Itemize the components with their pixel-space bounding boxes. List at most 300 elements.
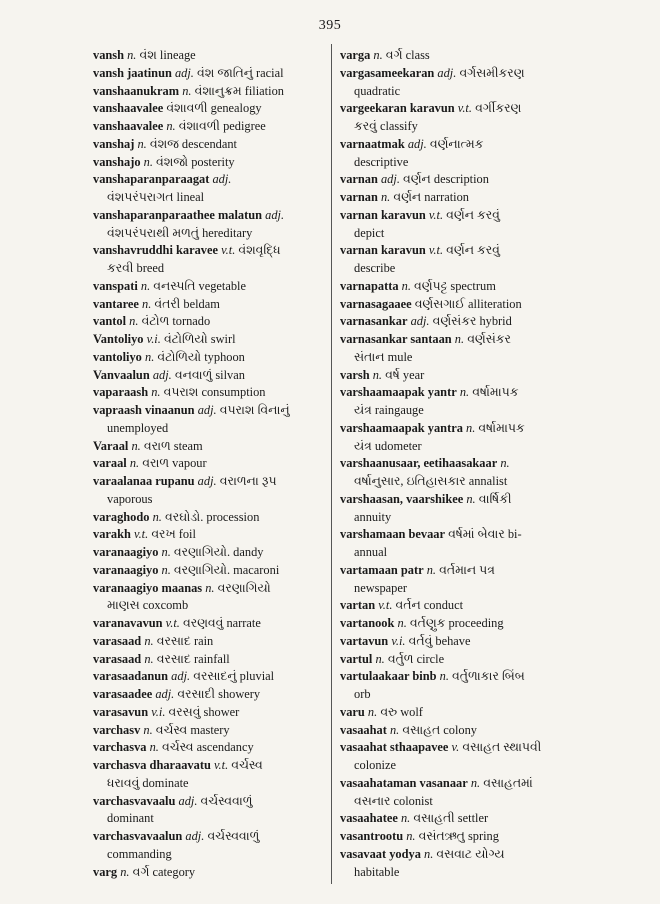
entry-definition: વર્ષામાપક bbox=[478, 420, 525, 435]
entry-definition: વર્તુળ circle bbox=[387, 651, 445, 666]
entry-headword: vasaahatee bbox=[340, 811, 398, 826]
entry-headword: varanaagiyo bbox=[93, 562, 159, 577]
dictionary-entry bbox=[93, 739, 322, 757]
entry-line bbox=[340, 633, 570, 651]
entry-line bbox=[340, 384, 570, 402]
entry-definition: habitable bbox=[354, 864, 400, 879]
entry-line bbox=[93, 47, 322, 65]
entry-headword: varnan bbox=[340, 172, 378, 187]
entry-line bbox=[93, 455, 322, 473]
entry-definition: વરણાગિયો. macaroni bbox=[173, 562, 280, 577]
entry-headword: varshaamaapak yantra bbox=[340, 420, 463, 435]
entry-headword: vansh bbox=[93, 48, 124, 62]
entry-headword: varshaasan, vaarshikee bbox=[340, 491, 464, 506]
entry-line bbox=[340, 651, 570, 669]
entry-headword: varnan karavun bbox=[340, 207, 426, 222]
entry-part-of-speech: v.t. bbox=[165, 616, 180, 630]
entry-headword: varchasva dharaavatu bbox=[93, 758, 211, 772]
entry-part-of-speech: adj. bbox=[155, 687, 175, 701]
entry-definition: વર્ષામાપક bbox=[472, 385, 519, 400]
entry-continuation bbox=[93, 491, 322, 509]
entry-definition: વરખ foil bbox=[151, 527, 196, 542]
entry-definition: વરણવવું narrate bbox=[182, 616, 261, 630]
dictionary-entry bbox=[93, 136, 322, 154]
entry-definition: depict bbox=[354, 225, 385, 240]
entry-part-of-speech: n. bbox=[401, 278, 411, 293]
entry-definition: વર્ણન કરવું bbox=[446, 243, 500, 258]
entry-headword: vartulaakaar binb bbox=[340, 669, 437, 684]
entry-headword: varnasankar santaan bbox=[340, 332, 452, 346]
entry-continuation bbox=[340, 402, 570, 420]
entry-part-of-speech: adj. bbox=[197, 474, 217, 488]
entry-line bbox=[340, 615, 570, 633]
entry-headword: varnan bbox=[340, 190, 378, 204]
entry-definition: વંટોળિયો swirl bbox=[163, 332, 236, 346]
entry-definition: સંતાન mule bbox=[354, 349, 413, 364]
entry-line bbox=[93, 757, 322, 775]
entry-definition: વર્ષ year bbox=[385, 367, 425, 382]
entry-definition: વર્ચસ્વ bbox=[231, 758, 263, 772]
entry-line bbox=[340, 189, 570, 207]
entry-line bbox=[340, 296, 570, 314]
dictionary-entry bbox=[93, 65, 322, 83]
dictionary-entry bbox=[93, 633, 322, 651]
entry-headword: varnasagaaee bbox=[340, 296, 412, 311]
dictionary-entry bbox=[340, 100, 570, 136]
entry-continuation bbox=[340, 864, 570, 882]
entry-headword: varanaagiyo maanas bbox=[93, 580, 203, 595]
entry-headword: varaal bbox=[93, 456, 127, 471]
entry-headword: vargasameekaran bbox=[340, 65, 435, 80]
entry-part-of-speech: n. bbox=[375, 651, 385, 666]
dictionary-entry bbox=[340, 597, 570, 615]
dictionary-entry bbox=[340, 47, 570, 65]
entry-line bbox=[93, 544, 322, 562]
entry-headword: vartan bbox=[340, 598, 376, 613]
entry-headword: varasaad bbox=[93, 633, 142, 648]
entry-part-of-speech: adj. bbox=[152, 367, 172, 382]
entry-line bbox=[93, 384, 322, 402]
dictionary-entry bbox=[93, 509, 322, 527]
entry-line bbox=[93, 722, 322, 740]
entry-definition: વરસાદી showery bbox=[177, 687, 261, 701]
dictionary-entry bbox=[340, 562, 570, 598]
dictionary-entry bbox=[340, 668, 570, 704]
dictionary-entry bbox=[93, 455, 322, 473]
entry-line bbox=[93, 828, 322, 846]
entry-part-of-speech: v.t. bbox=[213, 758, 229, 772]
entry-definition: વર્ષાનુસાર, ઇતિહાસકાર annalist bbox=[354, 474, 508, 488]
entry-line bbox=[93, 864, 322, 882]
entry-part-of-speech: n. bbox=[151, 385, 161, 400]
dictionary-entry bbox=[93, 793, 322, 829]
entry-headword: vantaree bbox=[93, 296, 139, 311]
entry-headword: vasaahat bbox=[340, 722, 387, 737]
entry-continuation bbox=[340, 757, 570, 775]
entry-headword: vantoliyo bbox=[93, 349, 142, 364]
entry-headword: varaalanaa rupanu bbox=[93, 474, 195, 488]
entry-continuation bbox=[93, 775, 322, 793]
entry-part-of-speech: n. bbox=[152, 509, 162, 524]
entry-part-of-speech: adj. bbox=[265, 207, 285, 222]
entry-definition: વરસવું shower bbox=[168, 704, 240, 719]
entry-line bbox=[340, 313, 570, 331]
entry-part-of-speech: n. bbox=[143, 722, 153, 737]
entry-headword: varchasvavaalu bbox=[93, 793, 176, 808]
entry-definition: વપરાશ વિનાનું bbox=[219, 403, 290, 417]
dictionary-entry bbox=[340, 242, 570, 278]
dictionary-entry bbox=[340, 828, 570, 846]
entry-line bbox=[93, 402, 322, 420]
dictionary-entry bbox=[93, 828, 322, 864]
entry-line bbox=[93, 793, 322, 811]
entry-headword: varchasvavaalun bbox=[93, 829, 183, 843]
entry-part-of-speech: n. bbox=[144, 651, 154, 666]
entry-line bbox=[93, 526, 322, 544]
entry-definition: વસાહત સ્થાપવી bbox=[462, 740, 542, 755]
dictionary-entry bbox=[93, 580, 322, 616]
entry-definition: વનસ્પતિ vegetable bbox=[153, 278, 246, 293]
entry-part-of-speech: n. bbox=[426, 562, 437, 577]
left-column bbox=[93, 47, 322, 881]
entry-line bbox=[93, 580, 322, 598]
dictionary-entry bbox=[340, 420, 570, 456]
entry-part-of-speech: adj. bbox=[380, 172, 400, 187]
dictionary-entry bbox=[93, 118, 322, 136]
entry-line bbox=[93, 65, 322, 83]
entry-line bbox=[93, 207, 322, 225]
entry-line bbox=[93, 100, 322, 118]
entry-part-of-speech: n. bbox=[137, 136, 147, 151]
entry-definition: વર્ષમાં બેવાર bi- bbox=[448, 527, 522, 542]
entry-line bbox=[93, 296, 322, 314]
entry-definition: વંશાનુક્રમ filiation bbox=[194, 83, 284, 98]
entry-headword: varaghodo bbox=[93, 509, 150, 524]
entry-definition: વરઘોડો. procession bbox=[164, 509, 260, 524]
entry-part-of-speech: n. bbox=[406, 829, 416, 843]
entry-continuation bbox=[93, 597, 322, 615]
entry-headword: varanavavun bbox=[93, 616, 163, 630]
entry-continuation bbox=[93, 225, 322, 243]
entry-definition: વરણાગિયો bbox=[217, 580, 271, 595]
entry-definition: વનવાળું silvan bbox=[174, 367, 245, 382]
dictionary-entry bbox=[93, 207, 322, 243]
column-divider bbox=[331, 44, 332, 884]
dictionary-entry bbox=[93, 296, 322, 314]
entry-definition: વંટોળ tornado bbox=[141, 314, 211, 329]
entry-definition: વરસાદ rain bbox=[156, 633, 214, 648]
entry-definition: વર્તવું behave bbox=[408, 633, 471, 648]
entry-definition: orb bbox=[354, 687, 371, 701]
dictionary-entry bbox=[340, 651, 570, 669]
entry-headword: varnasankar bbox=[340, 314, 408, 329]
entry-line bbox=[340, 597, 570, 615]
dictionary-entry bbox=[340, 846, 570, 882]
entry-headword: varasaad bbox=[93, 651, 142, 666]
entry-part-of-speech: v.t. bbox=[428, 207, 444, 222]
entry-continuation bbox=[93, 260, 322, 278]
entry-definition: વસંતઋતુ spring bbox=[418, 829, 499, 843]
entry-line bbox=[340, 100, 570, 118]
entry-continuation bbox=[340, 118, 570, 136]
entry-part-of-speech: v.t. bbox=[428, 243, 444, 258]
dictionary-entry bbox=[93, 349, 322, 367]
dictionary-entry bbox=[340, 526, 570, 562]
entry-definition: વર્ચસ્વવાળું bbox=[207, 829, 260, 843]
entry-definition: વરસાદ rainfall bbox=[156, 651, 230, 666]
entry-part-of-speech: v.t. bbox=[133, 527, 149, 542]
entry-headword: varsh bbox=[340, 367, 370, 382]
entry-continuation bbox=[340, 473, 570, 491]
entry-part-of-speech: n. bbox=[373, 48, 383, 62]
entry-headword: vartamaan patr bbox=[340, 562, 424, 577]
page-number: 395 bbox=[318, 18, 342, 33]
entry-continuation bbox=[340, 83, 570, 101]
entry-headword: vartul bbox=[340, 651, 373, 666]
entry-line bbox=[93, 118, 322, 136]
entry-definition: વસનાર colonist bbox=[354, 793, 433, 808]
dictionary-entry bbox=[93, 722, 322, 740]
entry-headword: vanshavruddhi karavee bbox=[93, 243, 218, 258]
dictionary-entry bbox=[340, 491, 570, 527]
entry-part-of-speech: n. bbox=[439, 669, 449, 684]
entry-headword: varchasva bbox=[93, 740, 147, 755]
entry-line bbox=[340, 278, 570, 296]
dictionary-entry bbox=[340, 136, 570, 172]
dictionary-entry bbox=[340, 633, 570, 651]
entry-definition: વર્ગ category bbox=[132, 864, 196, 879]
entry-line bbox=[340, 846, 570, 864]
dictionary-entry bbox=[93, 864, 322, 882]
entry-definition: વર્ચસ્વ mastery bbox=[155, 722, 230, 737]
entry-headword: vansh jaatinun bbox=[93, 65, 172, 80]
entry-headword: varnan karavun bbox=[340, 243, 426, 258]
entry-line bbox=[340, 65, 570, 83]
entry-line bbox=[93, 83, 322, 101]
entry-definition: વર્ણપટ્ટ spectrum bbox=[414, 278, 496, 293]
entry-headword: vanshaparanparaagat bbox=[93, 172, 210, 187]
entry-definition: વર્ણસગાઈ alliteration bbox=[414, 296, 522, 311]
entry-definition: વરાળના રૂપ bbox=[219, 474, 277, 488]
entry-headword: varnaatmak bbox=[340, 136, 405, 151]
entry-part-of-speech: v.i. bbox=[146, 332, 161, 346]
dictionary-entry bbox=[340, 455, 570, 491]
entry-definition: annuity bbox=[354, 509, 392, 524]
entry-part-of-speech: adj. bbox=[171, 669, 191, 684]
entry-line bbox=[93, 136, 322, 154]
entry-part-of-speech: n. bbox=[127, 48, 137, 62]
entry-continuation bbox=[340, 793, 570, 811]
entry-definition: વંશપરંપરાગત lineal bbox=[107, 190, 205, 204]
entry-definition: વર્ચસ્વવાળું bbox=[200, 793, 253, 808]
dictionary-entry bbox=[340, 331, 570, 367]
entry-definition: dominant bbox=[107, 811, 154, 826]
entry-headword: varu bbox=[340, 704, 365, 719]
entry-definition: vaporous bbox=[107, 491, 153, 506]
dictionary-entry bbox=[93, 47, 322, 65]
dictionary-entry bbox=[93, 83, 322, 101]
entry-headword: vartanook bbox=[340, 616, 395, 630]
dictionary-entry bbox=[93, 651, 322, 669]
entry-headword: Vantoliyo bbox=[93, 332, 144, 346]
entry-continuation bbox=[340, 544, 570, 562]
entry-headword: vasaahat sthaapavee bbox=[340, 740, 449, 755]
entry-part-of-speech: v.t. bbox=[457, 101, 472, 116]
dictionary-entry bbox=[340, 722, 570, 740]
entry-definition: વંશવૃદ્ધિ bbox=[238, 243, 281, 258]
entry-definition: વરાળ steam bbox=[143, 438, 203, 453]
entry-definition: વર્ણન narration bbox=[393, 190, 469, 204]
entry-headword: vanshaavalee bbox=[93, 101, 164, 116]
dictionary-entry bbox=[340, 810, 570, 828]
entry-line bbox=[93, 668, 322, 686]
entry-definition: વર્ણન કરવું bbox=[446, 207, 500, 222]
dictionary-entry bbox=[340, 313, 570, 331]
entry-part-of-speech: n. bbox=[424, 846, 434, 861]
entry-line bbox=[340, 810, 570, 828]
entry-headword: varakh bbox=[93, 527, 131, 542]
entry-definition: કરવું classify bbox=[354, 119, 418, 133]
entry-part-of-speech: adj. bbox=[178, 793, 198, 808]
entry-headword: varg bbox=[93, 864, 118, 879]
dictionary-entry bbox=[93, 100, 322, 118]
dictionary-entry bbox=[340, 65, 570, 101]
entry-definition: વર્ણસંકર hybrid bbox=[432, 314, 512, 329]
dictionary-entry bbox=[340, 189, 570, 207]
entry-headword: vaparaash bbox=[93, 385, 149, 400]
entry-headword: varnapatta bbox=[340, 278, 399, 293]
dictionary-entry bbox=[340, 615, 570, 633]
entry-definition: કરવી breed bbox=[107, 261, 165, 275]
entry-continuation bbox=[340, 349, 570, 367]
entry-definition: વર્ણસંકર bbox=[467, 332, 511, 346]
entry-definition: colonize bbox=[354, 758, 396, 772]
entry-line bbox=[93, 349, 322, 367]
entry-part-of-speech: n. bbox=[500, 456, 510, 471]
entry-part-of-speech: n. bbox=[144, 633, 154, 648]
entry-headword: varga bbox=[340, 48, 371, 62]
dictionary-entry bbox=[93, 757, 322, 793]
entry-line bbox=[340, 722, 570, 740]
entry-line bbox=[93, 562, 322, 580]
entry-headword: varasavun bbox=[93, 704, 149, 719]
dictionary-entry bbox=[340, 704, 570, 722]
entry-definition: વંશ જાતિનું racial bbox=[197, 65, 284, 80]
entry-definition: યંત્ર raingauge bbox=[354, 403, 424, 417]
entry-continuation bbox=[340, 260, 570, 278]
entry-part-of-speech: adj. bbox=[407, 136, 427, 151]
entry-definition: unemployed bbox=[107, 420, 169, 435]
entry-definition: વર્ગીકરણ bbox=[475, 101, 522, 116]
entry-part-of-speech: n. bbox=[397, 616, 407, 630]
entry-part-of-speech: n. bbox=[129, 314, 139, 329]
entry-definition: વંશ lineage bbox=[139, 48, 196, 62]
entry-definition: વરણાગિયો. dandy bbox=[173, 545, 264, 559]
entry-part-of-speech: n. bbox=[380, 190, 391, 204]
entry-headword: varshamaan bevaar bbox=[340, 527, 445, 542]
entry-definition: વર્ચસ્વ ascendancy bbox=[161, 740, 254, 755]
entry-line bbox=[340, 47, 570, 65]
entry-line bbox=[93, 686, 322, 704]
entry-definition: વંશપરંપરાથી મળતું hereditary bbox=[107, 225, 253, 240]
entry-line bbox=[340, 420, 570, 438]
entry-part-of-speech: v.t. bbox=[221, 243, 236, 258]
entry-headword: Vanvaalun bbox=[93, 367, 150, 382]
entry-part-of-speech: n. bbox=[161, 562, 171, 577]
entry-continuation bbox=[340, 580, 570, 598]
entry-definition: વર્ણન description bbox=[403, 172, 489, 187]
entry-line bbox=[93, 509, 322, 527]
entry-line bbox=[93, 313, 322, 331]
entry-part-of-speech: adj. bbox=[410, 314, 430, 329]
entry-part-of-speech: n. bbox=[205, 580, 215, 595]
entry-part-of-speech: n. bbox=[454, 332, 465, 346]
dictionary-entry bbox=[93, 367, 322, 385]
entry-definition: annual bbox=[354, 545, 388, 559]
entry-part-of-speech: n. bbox=[131, 438, 141, 453]
entry-line bbox=[340, 775, 570, 793]
dictionary-entry bbox=[340, 207, 570, 243]
entry-part-of-speech: n. bbox=[470, 775, 481, 790]
dictionary-entry bbox=[340, 278, 570, 296]
entry-line bbox=[340, 828, 570, 846]
dictionary-entry bbox=[93, 171, 322, 207]
entry-continuation bbox=[93, 810, 322, 828]
entry-part-of-speech: adj. bbox=[174, 65, 194, 80]
entry-definition: વરાળ vapour bbox=[142, 456, 207, 471]
entry-part-of-speech: n. bbox=[367, 704, 378, 719]
entry-definition: યંત્ર udometer bbox=[354, 438, 422, 453]
dictionary-entry bbox=[93, 384, 322, 402]
entry-definition: commanding bbox=[107, 846, 172, 861]
entry-continuation bbox=[340, 438, 570, 456]
entry-part-of-speech: v.i. bbox=[151, 704, 166, 719]
entry-line bbox=[340, 331, 570, 349]
entry-line bbox=[340, 526, 570, 544]
entry-line bbox=[340, 136, 570, 154]
entry-line bbox=[93, 367, 322, 385]
entry-line bbox=[340, 668, 570, 686]
dictionary-entry bbox=[93, 278, 322, 296]
entry-definition: વર્તણુક proceeding bbox=[409, 616, 504, 630]
entry-part-of-speech: v. bbox=[451, 740, 460, 755]
dictionary-entry bbox=[93, 668, 322, 686]
dictionary-entry bbox=[93, 473, 322, 509]
entry-part-of-speech: v.t. bbox=[378, 598, 393, 613]
entry-continuation bbox=[340, 686, 570, 704]
entry-headword: varasaadee bbox=[93, 687, 153, 701]
entry-part-of-speech: n. bbox=[161, 545, 171, 559]
entry-headword: vartavun bbox=[340, 633, 389, 648]
entry-headword: vasaahataman vasanaar bbox=[340, 775, 468, 790]
entry-line bbox=[93, 438, 322, 456]
entry-continuation bbox=[340, 225, 570, 243]
entry-continuation bbox=[93, 846, 322, 864]
entry-definition: વંશજ descendant bbox=[149, 136, 237, 151]
dictionary-entry bbox=[93, 615, 322, 633]
dictionary-entry bbox=[340, 384, 570, 420]
entry-line bbox=[340, 455, 570, 473]
entry-definition: વસાહત colony bbox=[402, 722, 477, 737]
entry-part-of-speech: n. bbox=[400, 811, 411, 826]
entry-definition: વંશાવળી pedigree bbox=[178, 119, 266, 133]
entry-definition: વપરાશ consumption bbox=[163, 385, 266, 400]
entry-part-of-speech: n. bbox=[459, 385, 470, 400]
dictionary-entry bbox=[340, 171, 570, 189]
entry-line bbox=[93, 473, 322, 491]
entry-part-of-speech: n. bbox=[129, 456, 140, 471]
entry-line bbox=[340, 207, 570, 225]
